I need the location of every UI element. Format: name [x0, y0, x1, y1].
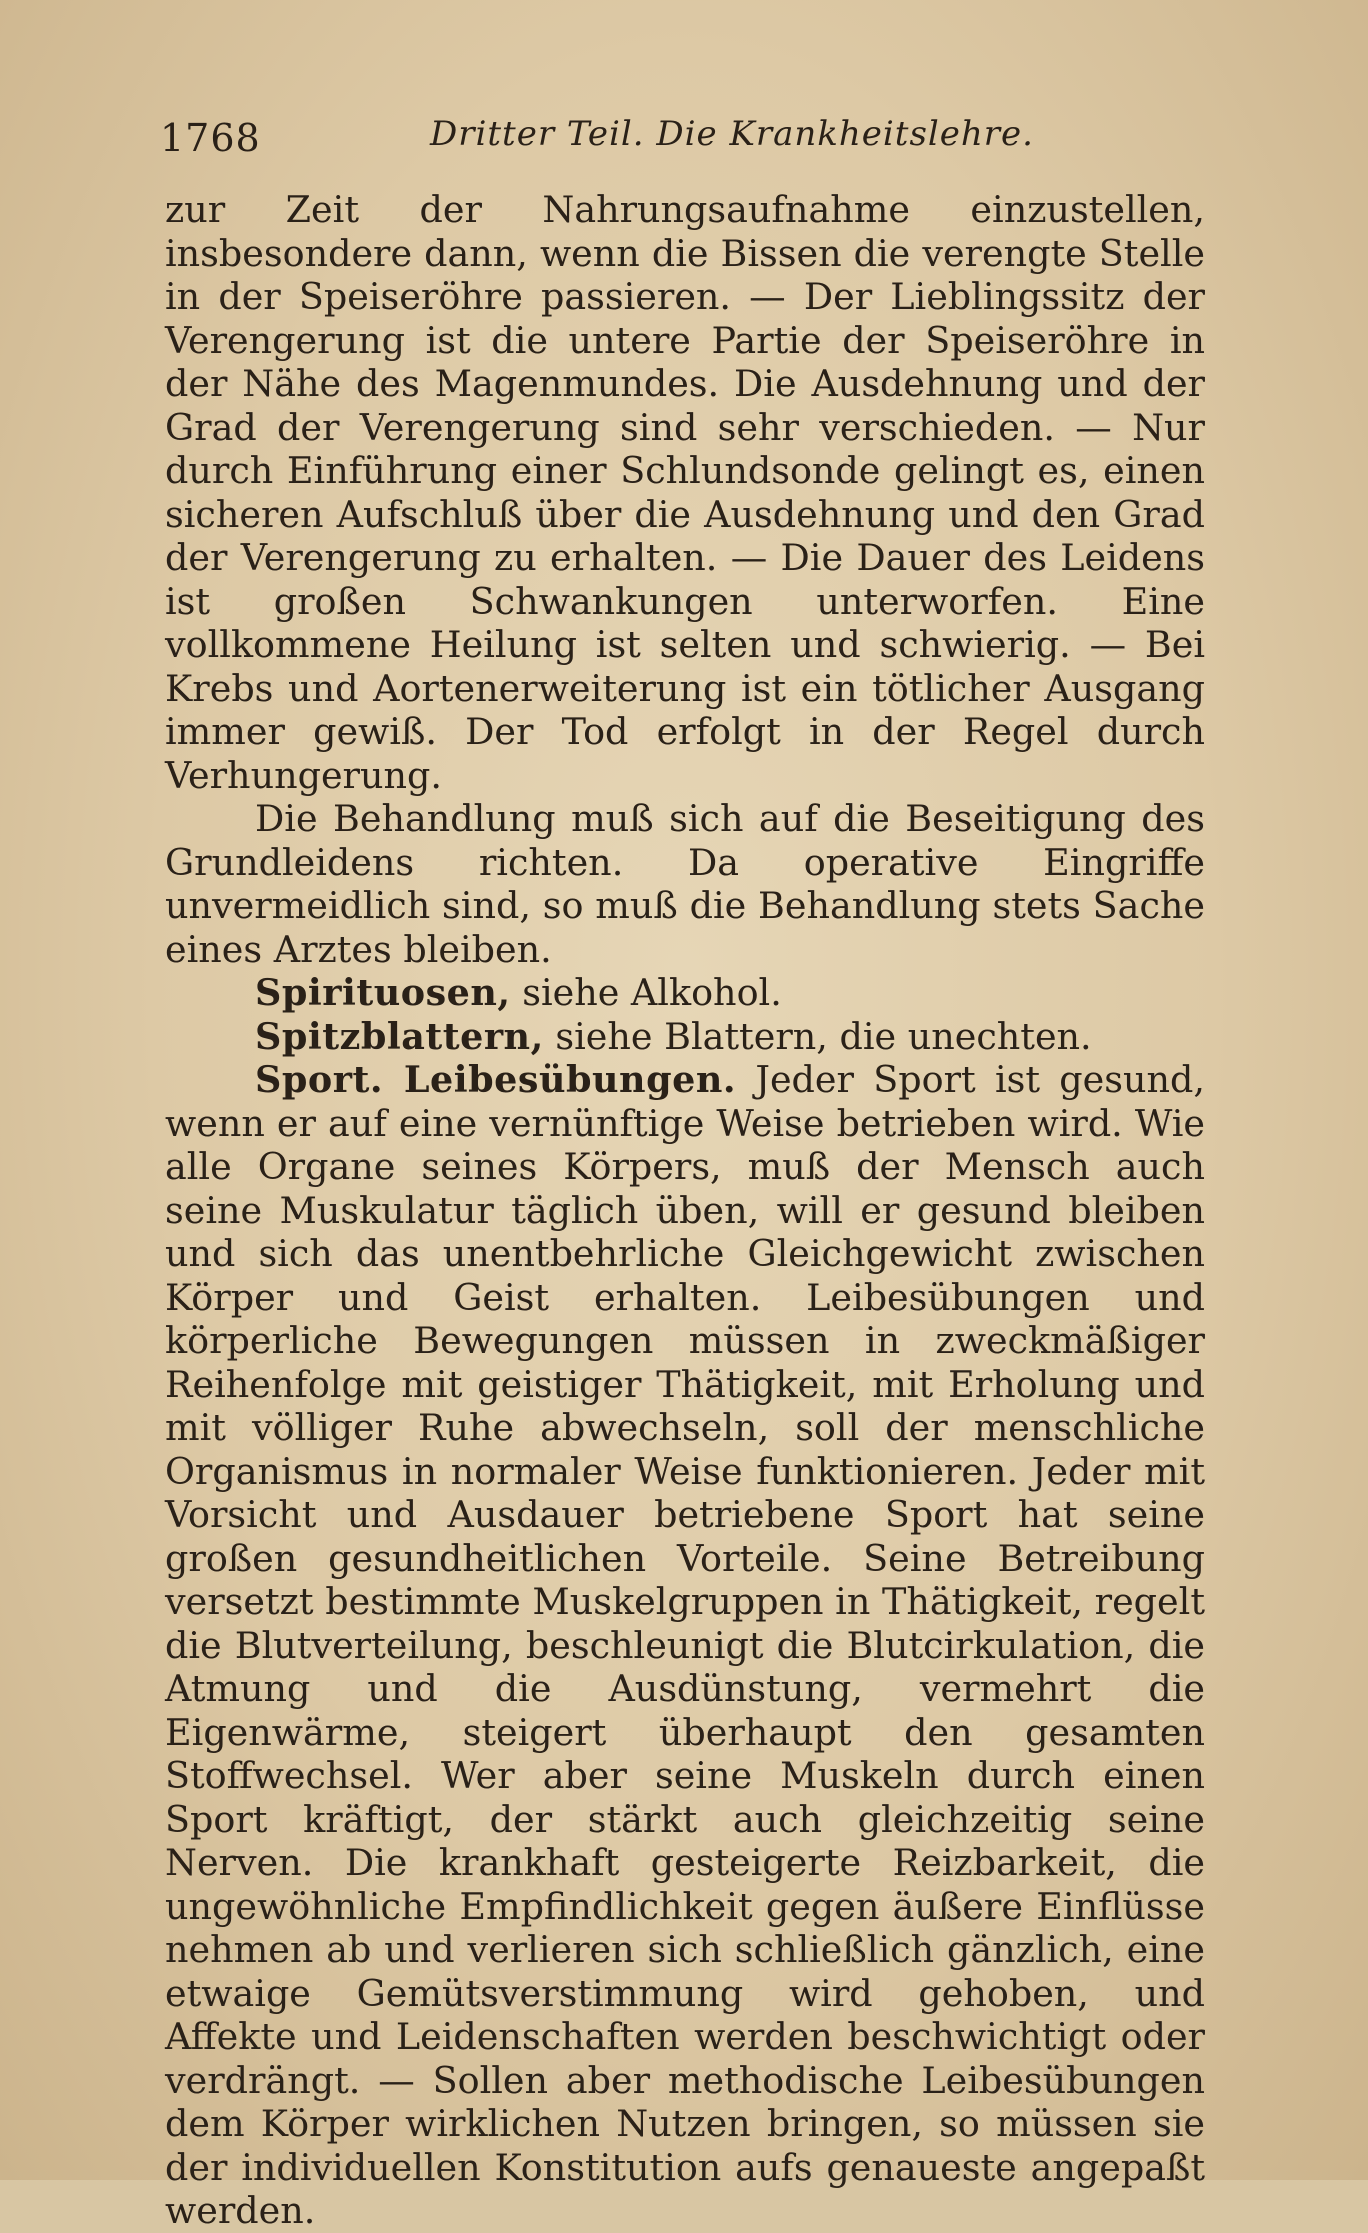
- entry-lemma: Sport. Leibesübungen.: [255, 1058, 737, 1101]
- body-text: [165, 188, 1205, 2233]
- page-header: [160, 108, 1210, 168]
- page-number: 1768: [160, 116, 261, 160]
- entry-text: siehe Blattern, die unechten.: [555, 1014, 1092, 1058]
- paragraph-treatment: [165, 797, 1205, 971]
- entry-spitzblattern: [165, 1015, 1205, 1059]
- paragraph-continuation: [165, 188, 1205, 797]
- paragraph-text: zur Zeit der Nahrungsaufnahme einzustellen, insbesondere dann, wenn die Bissen die verengte Stelle in der Speiseröhre passieren. — Der Lieblingssitz der Verengerung ist die untere Partie der Speiseröhre in der Nähe des Magenmundes. Die Ausdehnung und der Grad der Verengerung sind sehr verschieden. — Nur durch Einführung einer Schlundsonde gelingt es, einen sicheren Aufschluß über die Ausdehnung und den Grad der Verengerung zu erhalten. — Die Dauer des Leidens ist großen Schwankungen unterworfen. Eine vollkommene Heilung ist selten und schwierig. — Bei Krebs und Aortenerweiterung ist ein tötlicher Ausgang immer gewiß. Der Tod erfolgt in der Regel durch Verhungerung.: [165, 188, 1205, 797]
- running-head: Dritter Teil. Die Krankheitslehre.: [430, 114, 1034, 154]
- entry-lemma: Spitzblattern,: [255, 1014, 544, 1058]
- entry-text: Jeder Sport ist gesund, wenn er auf eine vernünftige Weise betrieben wird. Wie alle Organe seines Körpers, muß der Mensch auch seine Muskulatur täglich üben, will er gesund bleiben und sich das unentbehrliche Gleichgewicht zwischen Körper und Geist erhalten. Leibesübungen und körperliche Bewegungen müssen in zweckmäßiger Reihenfolge mit geistiger Thätigkeit, mit Erholung und mit völliger Ruhe abwechseln, soll der menschliche Organismus in normaler Weise funktionieren. Jeder mit Vorsicht und Ausdauer betriebene Sport hat seine großen gesundheitlichen Vorteile. Seine Betreibung versetzt bestimmte Muskelgruppen in Thätigkeit, regelt die Blutverteilung, beschleunigt die Blutcirkulation, die Atmung und die Ausdünstung, vermehrt die Eigenwärme, steigert überhaupt den gesamten Stoffwechsel. Wer aber seine Muskeln durch einen Sport kräftigt, der stärkt auch gleichzeitig seine Nerven. Die krankhaft gesteigerte Reizbarkeit, die ungewöhnliche Empfindlichkeit gegen äußere Einflüsse nehmen ab und verlieren sich schließlich gänzlich, eine etwaige Gemütsverstimmung wird gehoben, und Affekte und Leidenschaften werden beschwichtigt oder verdrängt. — Sollen aber methodische Leibesübungen dem Körper wirklichen Nutzen bringen, so müssen sie der individuellen Konstitution aufs genaueste angepaßt werden.: [165, 1058, 1205, 2232]
- entry-sport: [165, 1058, 1205, 2233]
- entry-spirituosen: [165, 971, 1205, 1015]
- entry-lemma: Spirituosen,: [255, 971, 511, 1014]
- entry-text: siehe Alkohol.: [522, 971, 782, 1014]
- paragraph-text: Die Behandlung muß sich auf die Beseitigung des Grundleidens richten. Da operative Eingriffe unvermeidlich sind, so muß die Behandlung stets Sache eines Arztes bleiben.: [165, 797, 1205, 971]
